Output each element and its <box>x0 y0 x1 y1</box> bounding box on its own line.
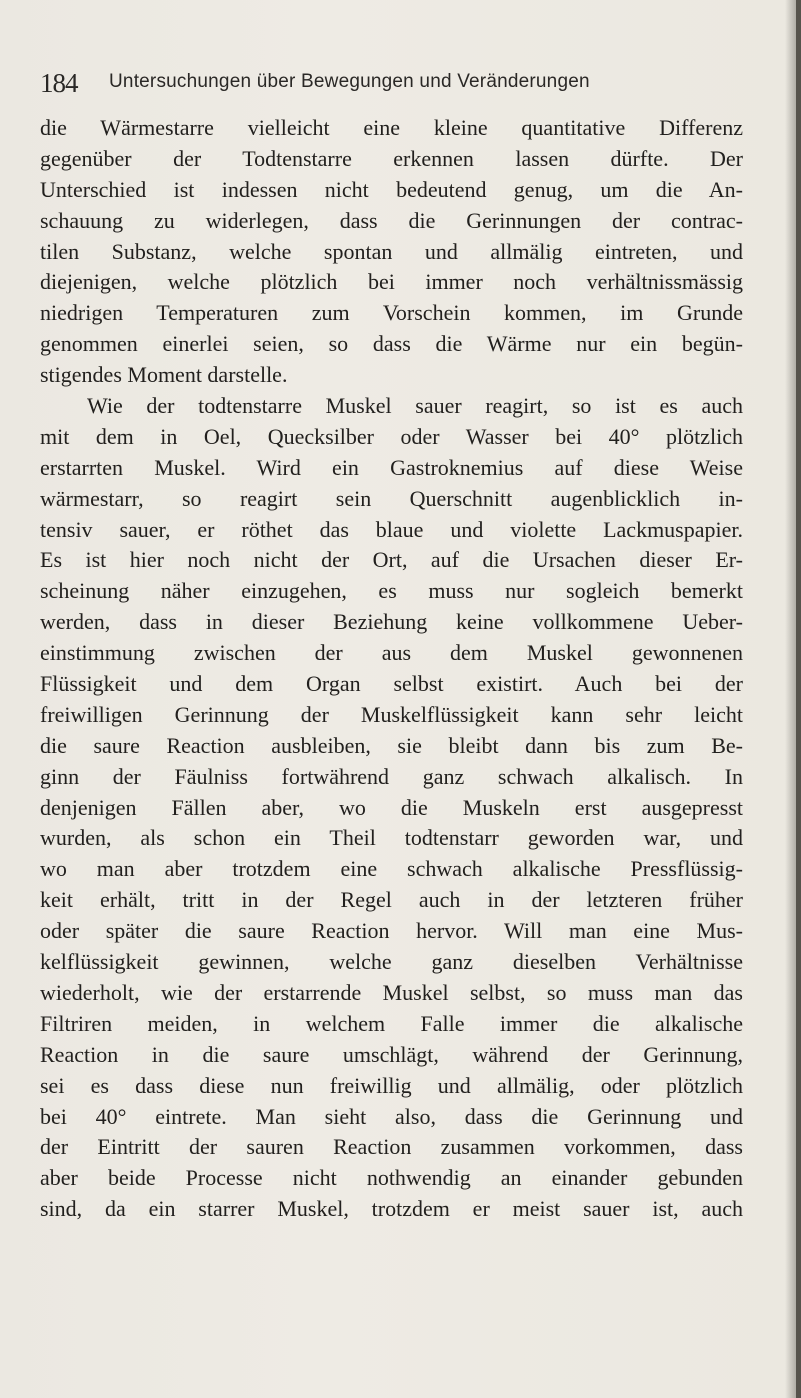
text-line: Unterschied ist indessen nicht bedeutend genug, um die An- <box>40 176 743 202</box>
text-line: genommen einerlei seien, so dass die Wärme nur ein begün- <box>40 331 743 357</box>
text-line: Wie der todtenstarre Muskel sauer reagirt, so ist es auch <box>87 393 743 419</box>
text-line: wärmestarr, so reagirt sein Querschnitt augenblicklich in- <box>40 485 743 511</box>
text-line: ginn der Fäulniss fortwährend ganz schwach alkalisch. In <box>40 763 743 789</box>
text-line: denjenigen Fällen aber, wo die Muskeln erst ausgepresst <box>40 794 743 820</box>
text-line: niedrigen Temperaturen zum Vorschein kommen, im Grunde <box>40 300 743 326</box>
text-line: Es ist hier noch nicht der Ort, auf die Ursachen dieser Er- <box>40 547 743 573</box>
text-line: wurden, als schon ein Theil todtenstarr geworden war, und <box>40 825 743 851</box>
text-line: wo man aber trotzdem eine schwach alkalische Pressflüssig- <box>40 856 743 882</box>
text-line: aber beide Processe nicht nothwendig an einander gebunden <box>40 1165 743 1191</box>
text-line: die saure Reaction ausbleiben, sie bleibt dann bis zum Be- <box>40 732 743 758</box>
text-line: kelflüssigkeit gewinnen, welche ganz dieselben Verhältnisse <box>40 949 743 975</box>
page-number: 184 <box>40 68 78 98</box>
text-line: sind, da ein starrer Muskel, trotzdem er meist sauer ist, auch <box>40 1196 743 1222</box>
text-line: bei 40° eintrete. Man sieht also, dass die Gerinnung und <box>40 1103 743 1129</box>
text-line: werden, dass in dieser Beziehung keine vollkommene Ueber- <box>40 609 743 635</box>
page-header <box>40 68 740 104</box>
text-line: Filtriren meiden, in welchem Falle immer die alkalische <box>40 1010 743 1036</box>
text-line: keit erhält, tritt in der Regel auch in der letzteren früher <box>40 887 743 913</box>
text-line: einstimmung zwischen der aus dem Muskel gewonnenen <box>40 640 743 666</box>
text-line: tilen Substanz, welche spontan und allmälig eintreten, und <box>40 238 743 264</box>
text-line: Reaction in die saure umschlägt, während der Gerinnung, <box>40 1041 743 1067</box>
text-line: oder später die saure Reaction hervor. Will man eine Mus- <box>40 918 743 944</box>
text-line: der Eintritt der sauren Reaction zusammen vorkommen, dass <box>40 1134 743 1160</box>
text-line: Flüssigkeit und dem Organ selbst existirt. Auch bei der <box>40 671 743 697</box>
body-text <box>40 113 743 1225</box>
text-line: diejenigen, welche plötzlich bei immer noch verhältnissmässig <box>40 269 743 295</box>
running-title: Untersuchungen über Bewegungen und Veränderungen <box>109 71 590 92</box>
text-line: wiederholt, wie der erstarrende Muskel selbst, so muss man das <box>40 979 743 1005</box>
text-line: freiwilligen Gerinnung der Muskelflüssigkeit kann sehr leicht <box>40 701 743 727</box>
text-line: gegenüber der Todtenstarre erkennen lassen dürfte. Der <box>40 145 743 171</box>
text-line: scheinung näher einzugehen, es muss nur sogleich bemerkt <box>40 578 743 604</box>
text-line: tensiv sauer, er röthet das blaue und violette Lackmuspapier. <box>40 516 743 542</box>
text-line: schauung zu widerlegen, dass die Gerinnungen der contrac- <box>40 207 743 233</box>
page-edge <box>796 0 801 1398</box>
text-line: erstarrten Muskel. Wird ein Gastroknemius auf diese Weise <box>40 454 743 480</box>
text-line: die Wärmestarre vielleicht eine kleine quantitative Differenz <box>40 115 743 140</box>
text-line: sei es dass diese nun freiwillig und allmälig, oder plötzlich <box>40 1072 743 1098</box>
text-line: mit dem in Oel, Quecksilber oder Wasser bei 40° plötzlich <box>40 423 743 449</box>
text-line: stigendes Moment darstelle. <box>40 362 288 388</box>
